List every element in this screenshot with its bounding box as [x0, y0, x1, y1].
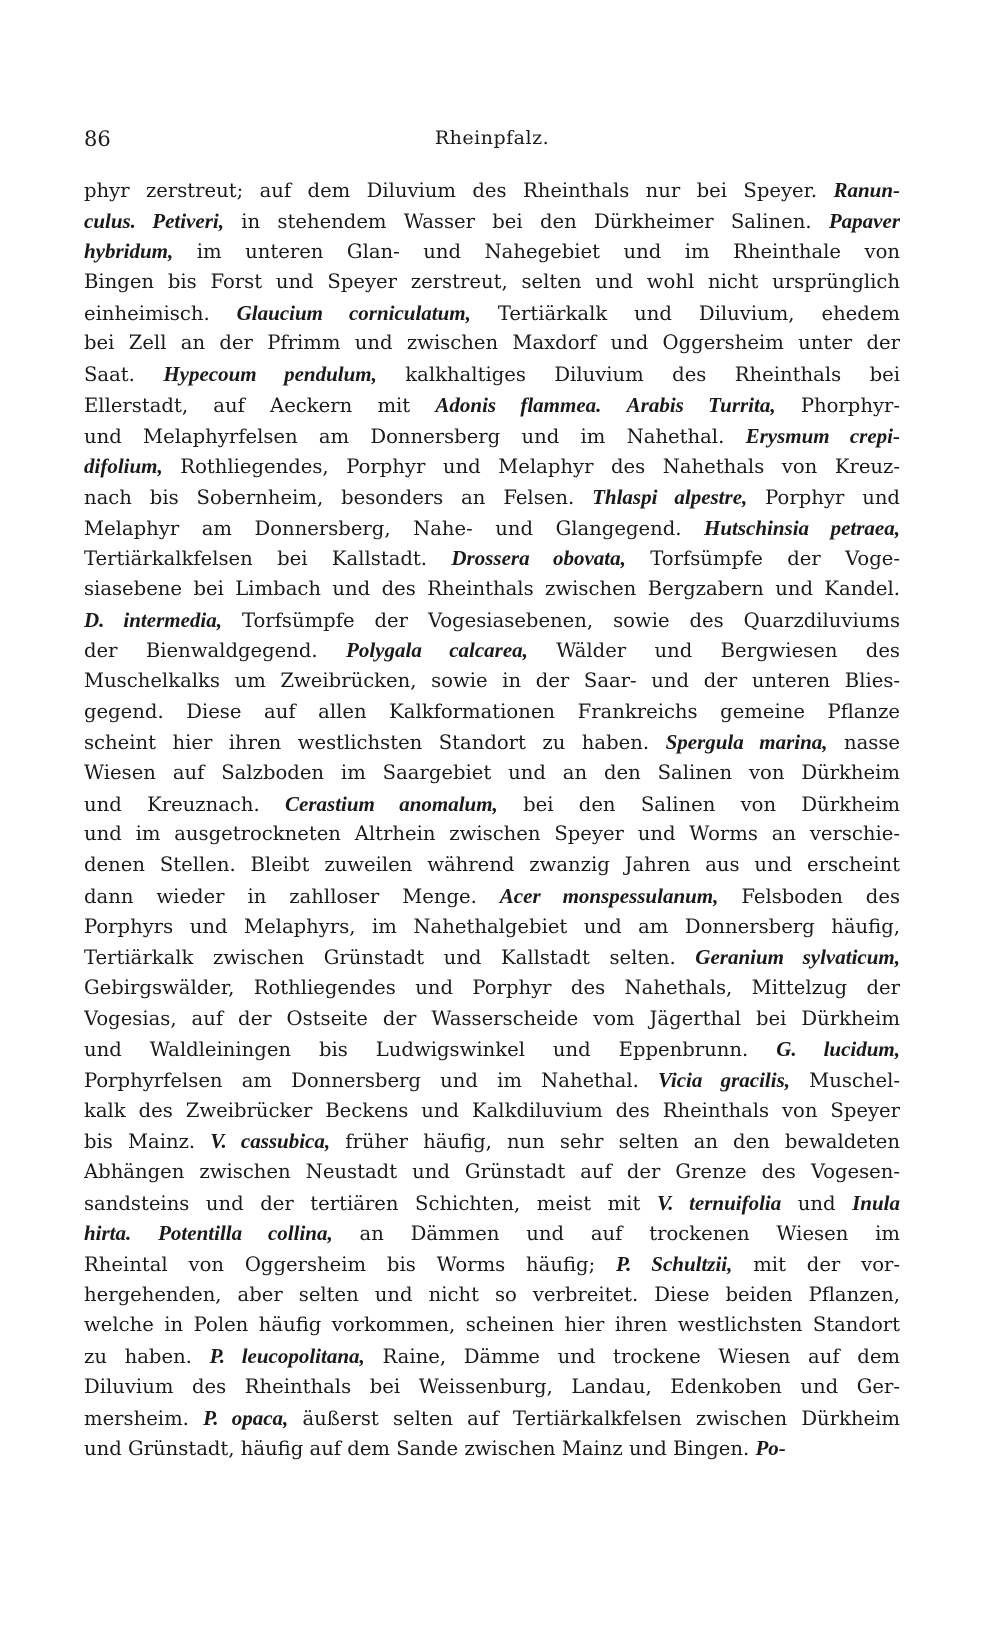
text-span: welche in Polen häufig vorkommen, scheinen hier ihren westlichsten Standort — [84, 1313, 900, 1337]
text-span: bei Zell an der Pfrimm und zwischen Maxdorf und Oggersheim unter der — [84, 331, 900, 355]
text-line — [84, 1157, 900, 1188]
text-span: dann wieder in zahlloser Menge. — [84, 884, 500, 908]
text-line — [84, 236, 900, 267]
text-line — [84, 1280, 900, 1311]
species-name: Thlaspi alpestre, — [592, 484, 748, 509]
text-line — [84, 1188, 900, 1219]
running-head: Rheinpfalz. — [434, 127, 550, 149]
text-line — [84, 666, 900, 697]
species-name: Inula — [852, 1190, 900, 1215]
text-span: und Kreuznach. — [84, 792, 286, 816]
text-line — [84, 574, 900, 605]
text-span: früher häufig, nun sehr selten an den bewaldeten — [330, 1130, 900, 1154]
species-name: Cerastium anomalum, — [285, 791, 498, 816]
species-name: P. opaca, — [203, 1405, 289, 1430]
species-name: Vicia gracilis, — [658, 1067, 790, 1092]
text-span: und Grünstadt, häufig auf dem Sande zwischen Mainz und Bingen. — [84, 1437, 756, 1461]
text-span: mit der vor- — [732, 1253, 900, 1277]
text-line — [84, 1065, 900, 1096]
text-span: Ellerstadt, auf Aeckern mit — [84, 393, 436, 417]
text-span: nasse — [827, 731, 900, 755]
text-line — [84, 635, 900, 666]
species-name: Ranun- — [833, 178, 900, 202]
text-span: bis Mainz. — [84, 1130, 211, 1154]
text-span: Tertiärkalk und Diluvium, ehedem — [470, 301, 900, 325]
text-span: Porphyrfelsen am Donnersberg und im Nahethal. — [84, 1068, 659, 1092]
species-name: Hypecoum pendulum, — [163, 362, 377, 387]
species-name: Spergula marina, — [665, 730, 828, 755]
text-span — [601, 394, 626, 417]
text-span: denen Stellen. Bleibt zuweilen während zwanzig Jahren aus und erscheint — [84, 853, 900, 877]
text-span: phyr zerstreut; auf dem Diluvium des Rheinthals nur bei Speyer. — [84, 179, 834, 202]
text-line — [84, 1341, 900, 1372]
text-span: nach bis Sobernheim, besonders an Felsen. — [84, 485, 593, 509]
text-span: Torfsümpfe der Vogesiasebenen, sowie des Quarzdiluviums — [221, 608, 900, 632]
text-line — [84, 543, 900, 574]
text-span: Tertiärkalk zwischen Grünstadt und Kallstadt selten. — [84, 946, 696, 970]
text-span: bei den Salinen von Dürkheim — [497, 792, 900, 816]
text-span: Torfsümpfe der Voge- — [625, 547, 900, 571]
text-line — [84, 1218, 900, 1249]
text-span: einheimisch. — [84, 301, 237, 325]
text-line — [84, 758, 900, 789]
species-name: Acer monspessulanum, — [499, 883, 719, 908]
text-span: Saat. — [84, 363, 164, 387]
species-name: hybridum, — [84, 239, 174, 264]
text-span: Porphyr und — [747, 485, 900, 509]
text-span: Muschelkalks um Zweibrücken, sowie in der Saar- und der unteren Blies- — [84, 669, 900, 692]
text-line — [84, 175, 900, 206]
text-span: Muschel- — [790, 1068, 900, 1092]
text-line — [84, 850, 900, 881]
text-line — [84, 727, 900, 758]
text-line — [84, 1403, 900, 1434]
text-line — [84, 1372, 900, 1403]
species-name: difolium, — [84, 454, 163, 479]
species-name: Po- — [755, 1436, 786, 1461]
text-line — [84, 1096, 900, 1127]
text-line — [84, 206, 900, 237]
text-span: und — [781, 1191, 853, 1215]
text-line — [84, 298, 900, 329]
text-span: zu haben. — [84, 1345, 210, 1369]
text-line — [84, 1433, 900, 1464]
text-line — [84, 789, 900, 820]
text-line — [84, 697, 900, 728]
text-span: Porphyrs und Melaphyrs, im Nahethalgebiet und am Donnersberg häufig, — [84, 914, 900, 938]
species-name: Hutschinsia petraea, — [704, 515, 900, 540]
text-line — [84, 973, 900, 1004]
species-name: Arabis Turrita, — [626, 392, 776, 417]
text-span: hergehenden, aber selten und nicht so verbreitet. Diese beiden Pflanzen, — [84, 1282, 900, 1306]
text-span: Bingen bis Forst und Speyer zerstreut, selten und wohl nicht ursprünglich — [84, 270, 900, 294]
species-name: P. leucopolitana, — [209, 1344, 365, 1369]
text-span: siasebene bei Limbach und des Rheinthals zwischen Bergzabern und Kandel. — [84, 576, 900, 600]
text-span: im unteren Glan- und Nahegebiet und im Rheinthale von — [173, 240, 900, 264]
text-span: Vogesias, auf der Ostseite der Wasserscheide vom Jägerthal bei Dürkheim — [84, 1006, 900, 1030]
text-span: an Dämmen und auf trockenen Wiesen im — [332, 1222, 900, 1246]
text-span: Gebirgswälder, Rothliegendes und Porphyr des Nahethals, Mittelzug der — [84, 975, 900, 999]
body-text — [84, 175, 900, 1464]
text-span: Wiesen auf Salzboden im Saargebiet und an den Salinen von Dürkheim — [84, 761, 900, 785]
text-line — [84, 1310, 900, 1341]
text-line — [84, 359, 900, 390]
text-span: Rothliegendes, Porphyr und Melaphyr des Nahethals von Kreuz- — [162, 455, 900, 479]
text-span — [131, 1222, 158, 1245]
text-line — [84, 1004, 900, 1035]
text-span: und Melaphyrfelsen am Donnersberg und im Nahethal. — [84, 424, 746, 448]
text-line — [84, 421, 900, 452]
page-number: 86 — [84, 127, 111, 151]
text-span: Abhängen zwischen Neustadt und Grünstadt auf der Grenze des Vogesen- — [84, 1160, 900, 1183]
species-name: V. cassubica, — [210, 1129, 331, 1154]
species-name: Polygala calcarea, — [346, 638, 528, 663]
text-line — [84, 1126, 900, 1157]
text-span: in stehendem Wasser bei den Dürkheimer Salinen. — [223, 209, 829, 233]
text-line — [84, 390, 900, 421]
text-line — [84, 605, 900, 636]
text-line — [84, 267, 900, 298]
species-name: Geranium sylvaticum, — [695, 945, 900, 970]
text-span: sandsteins und der tertiären Schichten, meist mit — [84, 1191, 657, 1215]
text-span: und im ausgetrockneten Altrhein zwischen Speyer und Worms an verschie- — [84, 822, 900, 846]
species-name: Drossera obovata, — [451, 546, 626, 571]
species-name: Erysmum crepi- — [745, 423, 900, 448]
text-span: kalkhaltiges Diluvium des Rheinthals bei — [376, 363, 900, 387]
species-name: Adonis flammea. — [435, 392, 602, 417]
text-span: mersheim. — [84, 1406, 204, 1430]
text-line — [84, 912, 900, 943]
text-span: Felsboden des — [718, 884, 900, 908]
text-line — [84, 819, 900, 850]
text-span: gegend. Diese auf allen Kalkformationen Frankreichs gemeine Pflanze — [84, 699, 900, 723]
species-name: hirta. — [84, 1221, 132, 1246]
species-name: P. Schultzii, — [616, 1252, 733, 1277]
species-name: Potentilla collina, — [158, 1221, 333, 1246]
text-span: Wälder und Bergwiesen des — [527, 639, 900, 663]
text-span: scheint hier ihren westlichsten Standort zu haben. — [84, 731, 666, 755]
species-name: G. lucidum, — [776, 1037, 900, 1062]
text-line — [84, 451, 900, 482]
text-line — [84, 942, 900, 973]
text-span: Raine, Dämme und trockene Wiesen auf dem — [364, 1345, 900, 1369]
text-line — [84, 513, 900, 544]
text-span: Rheintal von Oggersheim bis Worms häufig; — [84, 1253, 617, 1277]
species-name: Glaucium corniculatum, — [236, 300, 471, 325]
species-name: Papaver — [828, 208, 900, 233]
text-line — [84, 1249, 900, 1280]
text-line — [84, 328, 900, 359]
text-span: äußerst selten auf Tertiärkalkfelsen zwischen Dürkheim — [288, 1406, 900, 1430]
species-name: V. ternuifolia — [656, 1190, 782, 1215]
text-span: Tertiärkalkfelsen bei Kallstadt. — [84, 547, 452, 571]
text-span: und Waldleiningen bis Ludwigswinkel und Eppenbrunn. — [84, 1038, 777, 1062]
text-span: Diluvium des Rheinthals bei Weissenburg, Landau, Edenkoben und Ger- — [84, 1374, 900, 1398]
text-span: der Bienwaldgegend. — [84, 639, 347, 663]
text-line — [84, 482, 900, 513]
text-span: Phorphyr- — [775, 393, 900, 417]
text-span: Melaphyr am Donnersberg, Nahe- und Glangegend. — [84, 516, 704, 540]
text-span: kalk des Zweibrücker Beckens und Kalkdiluvium des Rheinthals von Speyer — [84, 1098, 900, 1122]
species-name: D. intermedia, — [84, 607, 222, 632]
page-header — [84, 127, 900, 157]
text-line — [84, 1034, 900, 1065]
species-name: culus. Petiveri, — [84, 208, 224, 233]
text-line — [84, 881, 900, 912]
